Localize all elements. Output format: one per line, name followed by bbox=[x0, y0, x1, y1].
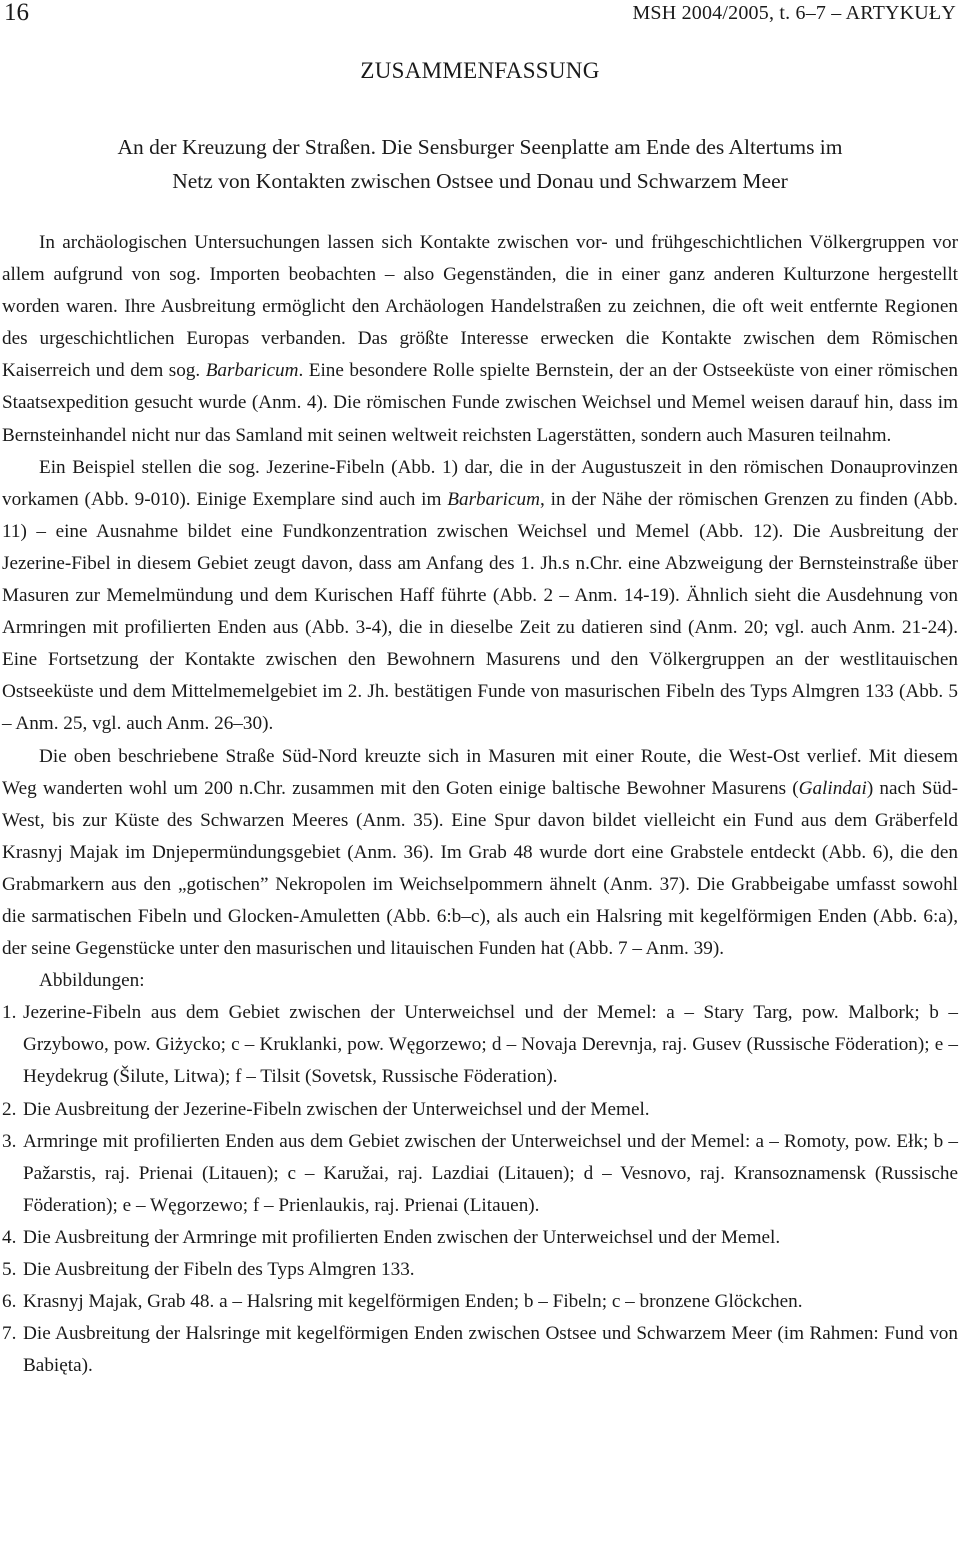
figures-heading: Abbildungen: bbox=[39, 970, 145, 992]
paragraph-3-text-a: Die oben beschriebene Straße Süd-Nord kreuzte sich in Masuren mit einer Route, die West-Ost verlief. Mit diesem Weg wanderten wohl um 200 n.Chr. zusammen mit den Goten einige baltische Bewohner Masurens ( bbox=[2, 745, 958, 799]
page-number: 16 bbox=[4, 0, 29, 26]
figure-caption-text: Jezerine-Fibeln aus dem Gebiet zwischen der Unterweichsel und der Memel: a – Stary Targ, pow. Malbork; b – Grzybowo, pow. Giżycko; c – Kruklanki, pow. Węgorzewo; d – Novaja Derevnja, raj. Gusev (Russische Föderation); e – Heydekrug (Šilute, Litwa); f – Tilsit (Sovetsk, Russische Föderation). bbox=[23, 1002, 958, 1088]
paragraph-1-italic: Barbaricum bbox=[205, 360, 299, 382]
figure-caption-number: 7. bbox=[2, 1323, 17, 1345]
paragraph-2 bbox=[2, 452, 958, 741]
article-subtitle bbox=[0, 130, 960, 198]
figure-caption-text: Die Ausbreitung der Jezerine-Fibeln zwischen der Unterweichsel und der Memel. bbox=[23, 1098, 650, 1120]
figure-caption-item bbox=[2, 1286, 958, 1318]
paragraph-3-text-b: ) nach Süd-West, bis zur Küste des Schwarzen Meeres (Anm. 35). Eine Spur davon bildet vielleicht ein Fund aus dem Gräberfeld Krasnyj Majak im Dnjepermündungsgebiet (Anm. 36). Im Grab 48 wurde dort eine Grabstele entdeckt (Abb. 6), die den Grabmarkern aus den „gotischen” Nekropolen im Weichselpommern ähnelt (Anm. 37). Die Grabbeigabe umfasst sowohl die sarmatischen Fibeln und Glocken-Amuletten (Abb. 6:b–c), als auch ein Halsring mit kegelförmigen Enden (Abb. 6:a), der seine Gegenstücke unter den masurischen und litauischen Funden hat (Abb. 7 – Anm. 39). bbox=[2, 777, 959, 960]
figure-caption-number: 5. bbox=[2, 1259, 17, 1280]
subtitle-line-2: Netz von Kontakten zwischen Ostsee und Donau und Schwarzem Meer bbox=[172, 169, 788, 193]
figure-caption-item bbox=[2, 1126, 958, 1222]
figure-caption-number: 2. bbox=[2, 1098, 17, 1120]
figure-caption-list bbox=[2, 997, 958, 1382]
figure-caption-number: 3. bbox=[2, 1130, 17, 1152]
figure-caption-number: 1. bbox=[2, 1002, 17, 1024]
subtitle-line-1: An der Kreuzung der Straßen. Die Sensburger Seenplatte am Ende des Altertums im bbox=[117, 135, 843, 159]
figure-caption-item bbox=[2, 1318, 958, 1382]
paragraph-2-text-b: , in der Nähe der römischen Grenzen zu finden (Abb. 11) – eine Ausnahme bildet eine Fundkonzentration zwischen Weichsel und Memel (Abb. 12). Die Ausbreitung der Jezerine-Fibel in diesem Gebiet zeugt davon, dass am Anfang des 1. Jh.s n.Chr. eine Abzweigung der Bernsteinstraße über Masuren zur Memelmündung und dem Kurischen Haff führte (Abb. 2 – Anm. 14-19). Ähnlich sieht die Ausdehnung von Armringen mit profilierten Enden aus (Abb. 3-4), die in dieselbe Zeit zu datieren sind (Anm. 20; vgl. auch Anm. 21-24). Eine Fortsetzung der Kontakte zwischen den Bewohnern Masurens und den Völkergruppen an der westlitauischen Ostseeküste und dem Mittelmemelgebiet im 2. Jh. bestätigen Funde von masurischen Fibeln des Typs Almgren 133 (Abb. 5 – Anm. 25, vgl. auch Anm. 26–30). bbox=[2, 488, 958, 735]
figure-caption-item bbox=[2, 1254, 958, 1286]
paragraph-1 bbox=[2, 227, 958, 452]
paragraph-1-text-b: . Eine besondere Rolle spielte Bernstein, der an der Ostseeküste von einer römischen Staatsexpedition gesucht wurde (Anm. 4). Die römischen Funde zwischen Weichsel und Memel weisen darauf hin, dass im Bernsteinhandel nicht nur das Samland mit seinen weltweit reichsten Lagerstätten, sondern auch Masuren teilnahm. bbox=[2, 360, 958, 446]
paragraph-3-italic: Galindai bbox=[798, 777, 867, 799]
figure-caption-number: 6. bbox=[2, 1291, 17, 1313]
article-body bbox=[2, 227, 958, 1382]
figure-caption-text: Die Ausbreitung der Halsringe mit kegelförmigen Enden zwischen Ostsee und Schwarzem Meer (im Rahmen: Fund von Babięta). bbox=[23, 1323, 958, 1377]
figure-caption-item bbox=[2, 1222, 958, 1254]
figure-caption-number: 4. bbox=[2, 1226, 17, 1248]
paragraph-2-text-a: Ein Beispiel stellen die sog. Jezerine-Fibeln (Abb. 1) dar, die in der Augustuszeit in den römischen Donauprovinzen vorkamen (Abb. 9-010). Einige Exemplare sind auch im bbox=[2, 456, 958, 510]
page-header bbox=[2, 0, 958, 30]
figure-caption-item bbox=[2, 1094, 958, 1126]
figure-caption-text: Armringe mit profilierten Enden aus dem Gebiet zwischen der Unterweichsel und der Memel: a – Romoty, pow. Ełk; b – Pažarstis, raj. Prienai (Litauen); c – Karužai, raj. Lazdiai (Litauen); d – Vesnovo, raj. Kransoznamensk (Russische Föderation); e – Węgorzewo; f – Prienlaukis, raj. Prienai (Litauen). bbox=[23, 1130, 958, 1216]
figure-caption-text: Die Ausbreitung der Fibeln des Typs Almgren 133. bbox=[23, 1259, 415, 1280]
paragraph-3 bbox=[2, 741, 958, 966]
paragraph-2-italic: Barbaricum bbox=[447, 488, 540, 510]
running-title: MSH 2004/2005, t. 6–7 – ARTYKUŁY bbox=[632, 2, 956, 24]
section-title: ZUSAMMENFASSUNG bbox=[360, 58, 600, 83]
figure-caption-text: Die Ausbreitung der Armringe mit profilierten Enden zwischen der Unterweichsel und der Memel. bbox=[23, 1226, 781, 1248]
paragraph-1-text-a: In archäologischen Untersuchungen lassen sich Kontakte zwischen vor- und frühgeschichtlichen Völkergruppen vor allem aufgrund von sog. Importen beobachten – also Gegenständen, die in einer ganz anderen Kulturzone hergestellt worden waren. Ihre Ausbreitung ermöglicht den Archäologen Handelstraßen zu zeichnen, die oft weit entfernte Regionen des urgeschichtlichen Europas verbanden. Das größte Interesse erwecken die Kontakte zwischen dem Römischen Kaiserreich und dem sog. bbox=[2, 232, 958, 382]
figure-caption-text: Krasnyj Majak, Grab 48. a – Halsring mit kegelförmigen Enden; b – Fibeln; c – bronzene Glöckchen. bbox=[23, 1291, 803, 1313]
figure-caption-item bbox=[2, 997, 958, 1093]
